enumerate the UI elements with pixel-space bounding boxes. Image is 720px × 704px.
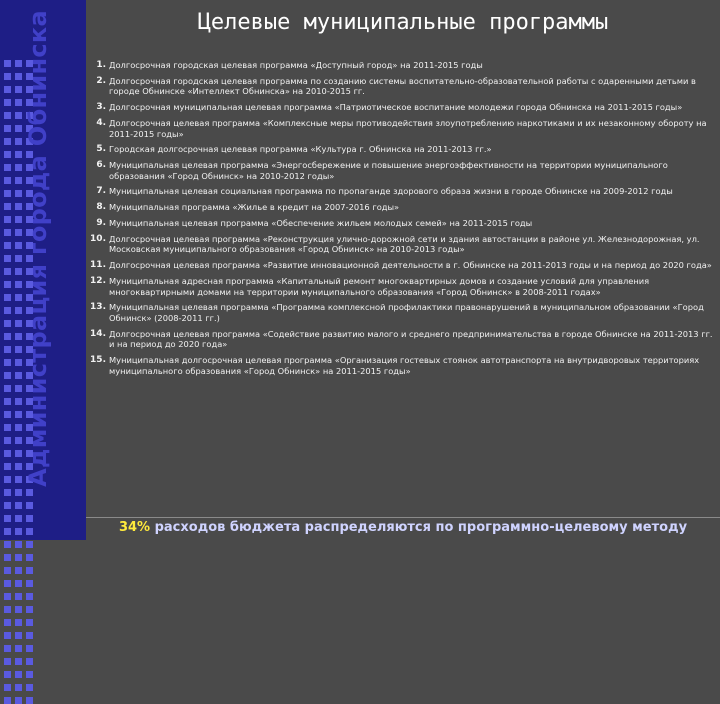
program-text: Долгосрочная целевая программа «Развитие инновационной деятельности в г. Обнинске на 2011-2013 годы и на период до 2020 года» — [109, 260, 712, 271]
program-text: Муниципальная целевая программа «Программа комплексной профилактики правонарушений в муниципальном образовании «Город Обнинск» (2008-2011 гг.) — [109, 302, 704, 323]
decorative-square — [26, 658, 33, 665]
footer-text: расходов бюджета распределяются по программно-целевому методу — [150, 520, 688, 535]
program-text: Долгосрочная целевая программа «Содействие развитию малого и среднего предпринимательства в городе Обнинске на 2011-2013 гг. и на период до 2020 года» — [109, 328, 713, 350]
decorative-square — [15, 593, 22, 600]
decorative-square — [15, 697, 22, 704]
program-number: 10. — [90, 233, 106, 244]
program-text: Долгосрочная городская целевая программа по созданию системы воспитательно-образовательной работы с одаренными детьми в городе Обнинске «Интеллект Обнинска» на 2010-2015 гг. — [109, 75, 696, 97]
decorative-square — [26, 593, 33, 600]
program-text: Долгосрочная муниципальная целевая программа «Патриотическое воспитание молодежи города Обнинска на 2011-2015 годы» — [109, 102, 683, 113]
program-text: Городская долгосрочная целевая программа «Культура г. Обнинска на 2011-2013 гг.» — [109, 144, 492, 155]
decorative-square — [26, 606, 33, 613]
decorative-square — [15, 684, 22, 691]
program-number: 9. — [96, 218, 106, 229]
sidebar-panel — [0, 0, 86, 540]
program-text: Долгосрочная городская целевая программа «Доступный город» на 2011-2015 годы — [109, 60, 483, 70]
program-item — [86, 102, 716, 113]
decorative-square — [26, 684, 33, 691]
decorative-square — [15, 541, 22, 548]
program-item — [86, 260, 716, 271]
decorative-square — [26, 554, 33, 561]
program-number: 3. — [96, 102, 106, 113]
program-item — [86, 186, 716, 197]
program-item — [86, 60, 716, 71]
sidebar-vertical-label: Администрация города Обнинска — [24, 10, 52, 487]
decorative-square — [4, 697, 11, 704]
decorative-square — [26, 541, 33, 548]
program-text: Муниципальная долгосрочная целевая программа «Организация гостевых стоянок автотранспорта на внутридворовых территориях муниципального образования «Город Обнинск» на 2011-2015 годы» — [109, 355, 700, 376]
decorative-square — [4, 580, 11, 587]
decorative-square — [15, 567, 22, 574]
decorative-square — [15, 606, 22, 613]
decorative-square — [15, 619, 22, 626]
decorative-square — [15, 658, 22, 665]
program-item — [86, 329, 716, 350]
program-number: 14. — [90, 328, 106, 339]
program-text: Муниципальная целевая социальная программа по пропаганде здорового образа жизни в городе Обнинске на 2009-2012 годы — [109, 186, 673, 197]
decorative-square — [4, 554, 11, 561]
decorative-square — [26, 645, 33, 652]
program-item — [86, 144, 716, 155]
program-number: 1. — [96, 60, 106, 70]
decorative-square — [15, 580, 22, 587]
footer-caption — [86, 520, 720, 535]
decorative-square — [26, 567, 33, 574]
decorative-square — [26, 671, 33, 678]
decorative-square — [4, 671, 11, 678]
program-number: 12. — [90, 275, 106, 286]
program-number: 6. — [96, 160, 106, 171]
decorative-square — [26, 697, 33, 704]
program-text: Муниципальная адресная программа «Капитальный ремонт многоквартирных домов и создание условий для управления многоквартирными домами на территории муниципального образования «Город Обнинск» в 2008-2011 годах» — [109, 275, 650, 297]
decorative-square — [4, 593, 11, 600]
decorative-square — [15, 554, 22, 561]
program-number: 13. — [90, 302, 106, 313]
decorative-square — [4, 541, 11, 548]
decorative-square — [26, 580, 33, 587]
program-item — [86, 302, 716, 323]
decorative-square — [15, 671, 22, 678]
decorative-square — [4, 658, 11, 665]
decorative-square — [4, 619, 11, 626]
decorative-square — [4, 606, 11, 613]
program-number: 11. — [90, 260, 106, 271]
footer-percent: 34% — [118, 520, 151, 535]
program-item — [86, 202, 716, 213]
program-number: 7. — [96, 186, 106, 197]
decorative-square — [4, 567, 11, 574]
decorative-square — [26, 619, 33, 626]
program-item — [86, 355, 716, 376]
footer-divider — [86, 517, 720, 518]
decorative-square — [4, 645, 11, 652]
program-text: Муниципальная целевая программа «Обеспечение жильем молодых семей» на 2011-2015 годы — [109, 218, 533, 229]
program-number: 8. — [96, 202, 106, 213]
program-number: 2. — [96, 75, 106, 86]
program-item — [86, 276, 716, 297]
program-item — [86, 118, 716, 139]
program-text: Долгосрочная целевая программа «Реконструкция улично-дорожной сети и здания автостанции в районе ул. Железнодорожная, ул. Московская муниципального образования «Город Обнинск» на 2010-2013 годы» — [109, 233, 700, 255]
program-item — [86, 218, 716, 229]
decorative-square — [4, 632, 11, 639]
program-text: Муниципальная целевая программа «Энергосбережение и повышение энергоэффективности на территории муниципального образования «Город Обнинск» на 2010-2012 годы» — [109, 160, 668, 181]
program-text: Муниципальная программа «Жилье в кредит на 2007-2016 годы» — [109, 202, 400, 213]
program-list — [86, 60, 716, 381]
program-number: 4. — [96, 117, 106, 128]
program-number: 5. — [96, 144, 106, 155]
decorative-square — [26, 632, 33, 639]
decorative-square — [4, 684, 11, 691]
program-item — [86, 160, 716, 181]
program-text: Долгосрочная целевая программа «Комплексные меры противодействия злоупотреблению наркотиками и их незаконному обороту на 2011-2015 годы» — [109, 117, 707, 139]
program-item — [86, 234, 716, 255]
decorative-square — [15, 632, 22, 639]
program-number: 15. — [90, 355, 106, 366]
program-item — [86, 76, 716, 97]
slide-title: Целевые муниципальные программы — [197, 10, 609, 35]
decorative-square — [15, 645, 22, 652]
